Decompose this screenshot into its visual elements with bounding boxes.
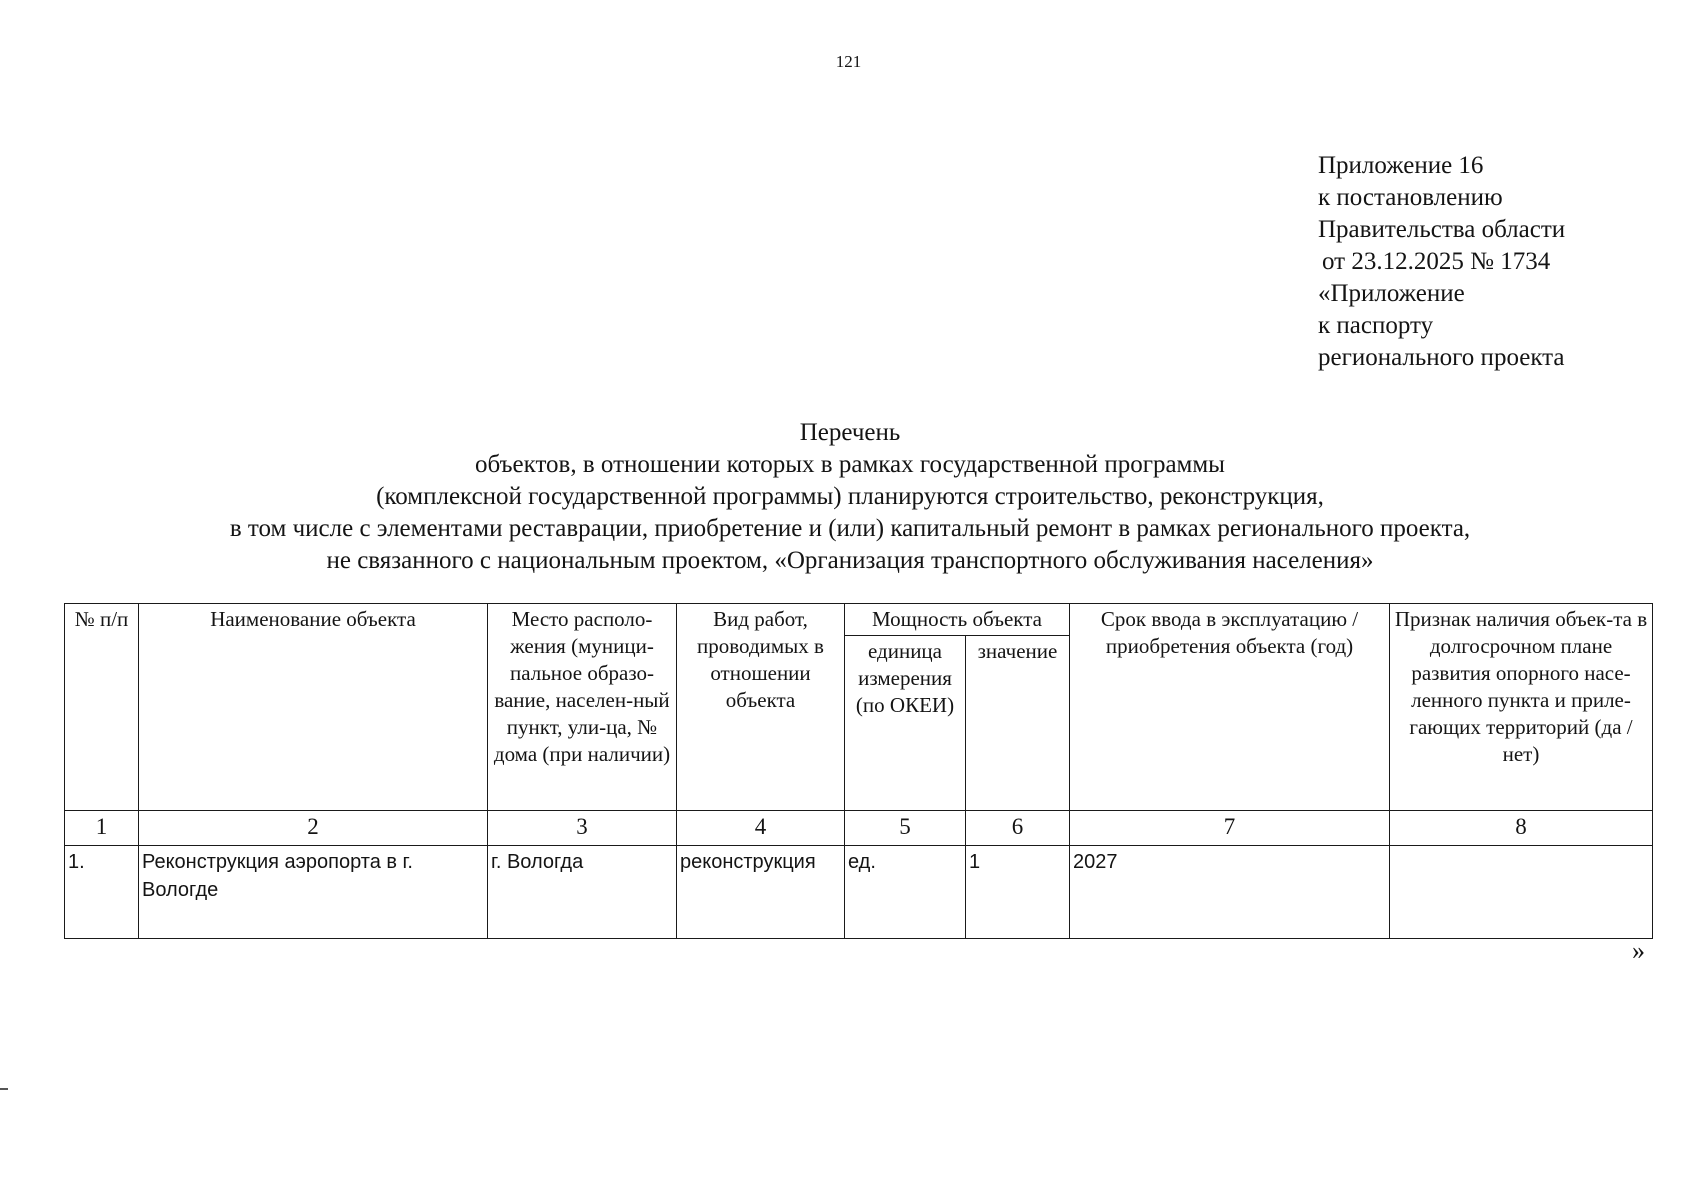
column-number: 1 [65,811,139,846]
table-row [65,846,1653,939]
appendix-header [1318,150,1688,374]
title-line: (комплексной государственной программы) планируются строительство, реконструкция, [376,483,1324,510]
page-number: 121 [835,52,862,71]
cell-location: г. Вологда [488,846,677,939]
cell-value: 1 [966,846,1070,939]
cell-num: 1. [65,846,139,939]
appendix-line: от 23.12.2025 № 1734 [1322,248,1551,275]
appendix-line: к постановлению [1318,184,1503,211]
header-value: значение [966,636,1070,811]
cell-commissioning: 2027 [1070,846,1390,939]
column-number: 2 [139,811,488,846]
header-unit: единица измерения (по ОКЕИ) [845,636,966,811]
header-num: № п/п [65,604,139,811]
header-plan-sign: Признак наличия объек-та в долгосрочном плане развития опорного насе-ленного пункта и приле-гающих территорий (да / нет) [1390,604,1653,811]
header-name: Наименование объекта [139,604,488,811]
closing-quote: » [1632,936,1645,965]
objects-table [64,603,1653,939]
cell-work-type: реконструкция [677,846,845,939]
column-number: 7 [1070,811,1390,846]
title-line: объектов, в отношении которых в рамках государственной программы [475,451,1225,478]
appendix-line: «Приложение [1318,280,1465,307]
title-line: в том числе с элементами реставрации, приобретение и (или) капитальный ремонт в рамках регионального проекта, [229,515,1471,542]
column-number: 6 [966,811,1070,846]
cell-unit: ед. [845,846,966,939]
column-number: 8 [1390,811,1653,846]
column-number: 5 [845,811,966,846]
appendix-line: к паспорту [1318,312,1434,339]
column-numbers-row [65,811,1653,846]
cell-plan-sign [1390,846,1653,939]
appendix-line: Приложение 16 [1318,152,1484,179]
title-line: не связанного с национальным проектом, «Организация транспортного обслуживания населения» [326,547,1374,574]
column-number: 3 [488,811,677,846]
cell-name: Реконструкция аэропорта в г. Вологде [139,846,488,939]
header-work-type: Вид работ, проводимых в отношении объекта [677,604,845,811]
title-line: Перечень [799,419,901,446]
column-number: 4 [677,811,845,846]
appendix-line: Правительства области [1318,216,1566,243]
header-capacity: Мощность объекта [845,604,1070,636]
document-title [100,417,1600,577]
header-commissioning: Срок ввода в эксплуатацию / приобретения объекта (год) [1070,604,1390,811]
scan-mark [0,1088,8,1090]
appendix-line: регионального проекта [1318,344,1565,371]
header-location: Место располо-жения (муници-пальное образо-вание, населен-ный пункт, ули-ца, № дома (при наличии) [488,604,677,811]
